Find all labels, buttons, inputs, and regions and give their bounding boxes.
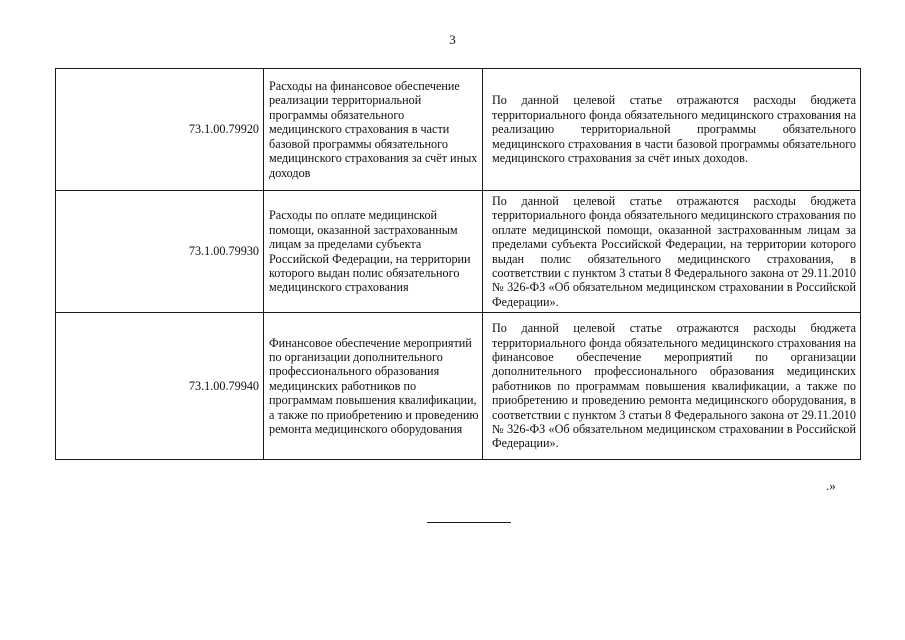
budget-classification-table (55, 68, 861, 460)
target-article-description: По данной целевой статье отражаются расходы бюджета территориального фонда обязательного медицинского страхования по оплате медицинской помощи, оказанной застрахованным лицам за пределами субъекта Российской Федерации, на территории которого выдан полис обязательного медицинского страхования, в соответствии с пунктом 3 статьи 8 Федерального закона от 29.11.2010 № 326-ФЗ «Об обязательном медицинском страховании в Российской Федерации». (483, 191, 861, 313)
target-article-description: По данной целевой статье отражаются расходы бюджета территориального фонда обязательного медицинского страхования на реализацию территориальной программы обязательного медицинского страхования в части базовой программы обязательного медицинского страхования за счёт иных доходов. (483, 69, 861, 191)
table-row (56, 191, 861, 313)
table-row (56, 69, 861, 191)
footnote-divider (427, 522, 511, 523)
target-article-name: Расходы на финансовое обеспечение реализации территориальной программы обязательного медицинского страхования в части базовой программы обязательного медицинского страхования за счёт иных доходов (264, 69, 483, 191)
table-row (56, 313, 861, 460)
target-article-description: По данной целевой статье отражаются расходы бюджета территориального фонда обязательного медицинского страхования на финансовое обеспечение мероприятий по организации дополнительного профессионального образования медицинских работников по программам повышения квалификации, а также по приобретению и проведению ремонта медицинского оборудования, в соответствии с пунктом 3 статьи 8 Федерального закона от 29.11.2010 № 326-ФЗ «Об обязательном медицинском страховании в Российской Федерации». (483, 313, 861, 460)
closing-quote-mark: .» (826, 478, 836, 493)
page-number: 3 (449, 32, 456, 47)
target-article-code: 73.1.00.79920 (56, 69, 264, 191)
target-article-name: Финансовое обеспечение мероприятий по организации дополнительного профессионального образования медицинских работников по программам повышения квалификации, а также по приобретению и проведению ремонта медицинского оборудования (264, 313, 483, 460)
target-article-code: 73.1.00.79930 (56, 191, 264, 313)
target-article-code: 73.1.00.79940 (56, 313, 264, 460)
target-article-name: Расходы по оплате медицинской помощи, оказанной застрахованным лицам за пределами субъекта Российской Федерации, на территории которого выдан полис обязательного медицинского страхования (264, 191, 483, 313)
